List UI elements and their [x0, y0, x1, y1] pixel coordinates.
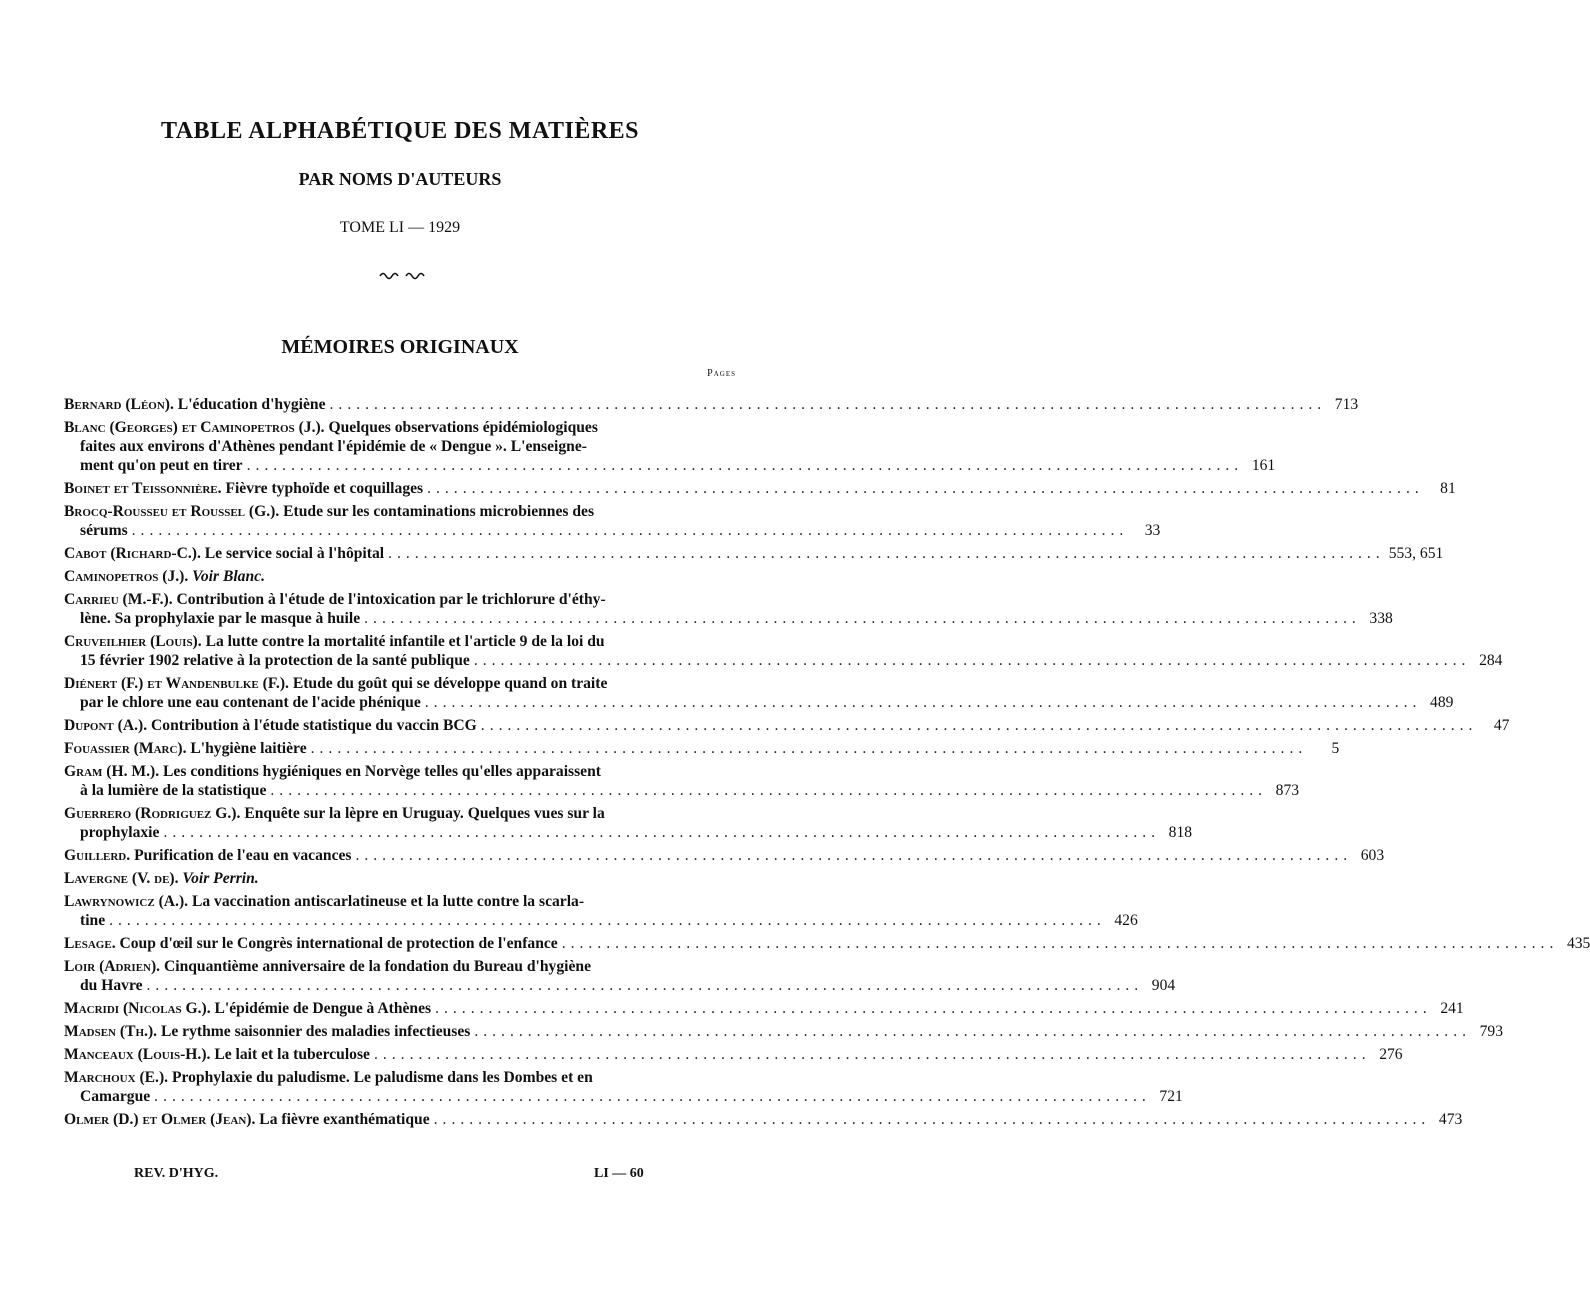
entry-author: Lawrynowicz (A.). — [64, 893, 189, 910]
entry-line — [64, 1110, 1463, 1129]
entry-line — [64, 869, 736, 888]
leader-dots — [355, 846, 1352, 865]
leader-dots — [388, 544, 1385, 563]
leader-dots — [311, 739, 1308, 758]
entry-title: à la lumière de la statistique — [80, 782, 267, 799]
index-entry — [64, 590, 1393, 628]
entry-title: Voir Blanc. — [192, 568, 265, 585]
entry-title: La vaccination antiscarlatineuse et la lutte contre la scarla- — [191, 893, 585, 910]
entry-title: La fièvre exanthématique — [259, 1111, 430, 1128]
page-title: TABLE ALPHABÉTIQUE DES MATIÈRES — [160, 118, 640, 144]
entry-title: L'éducation d'hygiène — [177, 396, 326, 413]
entry-line — [64, 1087, 1183, 1106]
entry-author: Marchoux (E.). — [64, 1069, 169, 1086]
entry-line — [64, 781, 1300, 800]
leader-dots — [374, 1045, 1371, 1064]
entry-page: 713 — [1334, 396, 1359, 413]
index-entry — [64, 999, 1464, 1018]
entry-line — [64, 739, 1340, 758]
entry-line — [64, 716, 1510, 735]
entry-page: 904 — [1151, 977, 1176, 994]
entry-line — [64, 674, 736, 693]
entry-author: Macridi (Nicolas G.). — [64, 1000, 211, 1017]
section-heading: MÉMOIRES ORIGINAUX — [281, 336, 519, 358]
index-entry — [64, 716, 1510, 735]
index-entry — [64, 739, 1340, 758]
entry-title: prophylaxie — [80, 824, 160, 841]
leader-dots — [247, 456, 1244, 475]
index-entries-list — [64, 395, 1590, 1133]
entry-line — [64, 762, 736, 781]
entry-page: 5 — [1331, 740, 1340, 757]
leader-dots — [434, 1110, 1431, 1129]
volume-label: TOME LI — 1929 — [339, 219, 461, 236]
entry-line — [64, 957, 736, 976]
entry-author: Fouassier (Marc). — [64, 740, 187, 757]
index-entry — [64, 869, 736, 888]
index-entry — [64, 418, 1276, 475]
entry-author: Loir (Adrien). — [64, 958, 161, 975]
entry-author: Guerrero (Rodriguez G.). — [64, 805, 241, 822]
index-entry — [64, 567, 736, 586]
entry-page: 276 — [1379, 1046, 1403, 1063]
entry-author: Cruveilhier (Louis). — [64, 633, 202, 650]
pages-column-header: Pages — [707, 368, 736, 379]
leader-dots — [427, 479, 1424, 498]
leader-dots — [435, 999, 1432, 1018]
entry-title: tine — [80, 912, 106, 929]
entry-page: 241 — [1440, 1000, 1464, 1017]
entry-title: L'épidémie de Dengue à Athènes — [214, 1000, 432, 1017]
entry-title: lène. Sa prophylaxie par le masque à huile — [80, 610, 361, 627]
entry-page: 793 — [1479, 1023, 1503, 1040]
entry-page: 553, 651 — [1388, 545, 1444, 562]
entry-line — [64, 804, 736, 823]
entry-line — [64, 823, 1193, 842]
entry-author: Caminopetros (J.). — [64, 568, 189, 585]
entry-line — [64, 999, 1464, 1018]
index-entry — [64, 1045, 1403, 1064]
index-entry — [64, 1110, 1463, 1129]
index-entry — [64, 934, 1590, 953]
entry-author: Bernard (Léon). — [64, 396, 174, 413]
index-entry — [64, 1022, 1503, 1041]
entry-title: Le lait et la tuberculose — [214, 1046, 370, 1063]
entry-author: Diénert (F.) et Wandenbulke (F.). — [64, 675, 289, 692]
entry-author: Cabot (Richard-C.). — [64, 545, 201, 562]
entry-title: ment qu'on peut en tirer — [80, 457, 243, 474]
index-entry — [64, 1068, 1183, 1106]
footer-page-number: LI — 60 — [594, 1166, 644, 1181]
entry-page: 33 — [1144, 522, 1161, 539]
entry-author: Olmer (D.) et Olmer (Jean). — [64, 1111, 256, 1128]
entry-title: La lutte contre la mortalité infantile et l'article 9 de la loi du — [205, 633, 605, 650]
entry-line — [64, 609, 1393, 628]
entry-title: Le service social à l'hôpital — [204, 545, 385, 562]
index-entry — [64, 762, 1300, 800]
entry-line — [64, 892, 736, 911]
leader-dots — [562, 934, 1559, 953]
entry-line — [64, 934, 1590, 953]
entry-author: Boinet et Teissonnière. — [64, 480, 222, 497]
entry-author: Dupont (A.). — [64, 717, 148, 734]
entry-line — [64, 911, 1138, 930]
index-entry — [64, 674, 1454, 712]
entry-title: Quelques observations épidémiologiques — [328, 419, 598, 436]
entry-line — [64, 395, 1359, 414]
entry-title: faites aux environs d'Athènes pendant l'épidémie de « Dengue ». L'enseigne- — [80, 438, 587, 455]
leader-dots — [154, 1087, 1151, 1106]
entry-author: Lavergne (V. de). — [64, 870, 179, 887]
entry-page: 47 — [1493, 717, 1510, 734]
entry-line — [64, 521, 1161, 540]
entry-title: Etude du goût qui se développe quand on traite — [292, 675, 608, 692]
entry-title: Fièvre typhoïde et coquillages — [225, 480, 424, 497]
entry-title: Cinquantième anniversaire de la fondation du Bureau d'hygiène — [163, 958, 592, 975]
entry-author: Carrieu (M.-F.). — [64, 591, 173, 608]
leader-dots — [330, 395, 1327, 414]
leader-dots — [481, 716, 1478, 735]
entry-author: Gram (H. M.). — [64, 763, 160, 780]
index-entry — [64, 957, 1176, 995]
entry-author: Lesage. — [64, 935, 116, 952]
entry-title: Le rythme saisonnier des maladies infectieuses — [160, 1023, 471, 1040]
entry-page: 81 — [1440, 480, 1456, 497]
entry-line — [64, 632, 736, 651]
entry-page: 489 — [1430, 694, 1454, 711]
entry-line — [64, 502, 736, 521]
entry-title: Voir Perrin. — [182, 870, 259, 887]
index-entry — [64, 632, 1503, 670]
entry-line — [64, 456, 1276, 475]
page-subtitle: PAR NOMS D'AUTEURS — [298, 169, 502, 189]
entry-title: Purification de l'eau en vacances — [134, 847, 352, 864]
index-entry — [64, 846, 1385, 865]
entry-line — [64, 1068, 736, 1087]
entry-title: 15 février 1902 relative à la protection de la santé publique — [80, 652, 470, 669]
entry-line — [64, 1045, 1403, 1064]
entry-title: Prophylaxie du paludisme. Le paludisme dans les Dombes et en — [171, 1069, 593, 1086]
entry-title: du Havre — [80, 977, 143, 994]
entry-line — [64, 567, 736, 586]
leader-dots — [474, 651, 1471, 670]
entry-line — [64, 479, 1456, 498]
entry-line — [64, 1022, 1503, 1041]
index-entry — [64, 804, 1193, 842]
entry-title: sérums — [80, 522, 128, 539]
entry-author: Manceaux (Louis-H.). — [64, 1046, 211, 1063]
entry-page: 873 — [1275, 782, 1300, 799]
entry-author: Blanc (Georges) et Caminopetros (J.). — [64, 419, 325, 436]
entry-line — [64, 544, 1444, 563]
footer-journal: REV. D'HYG. — [134, 1166, 219, 1181]
entry-title: Etude sur les contaminations microbiennes des — [283, 503, 595, 520]
leader-dots — [364, 609, 1361, 628]
entry-line — [64, 693, 1454, 712]
entry-title: Camargue — [80, 1088, 151, 1105]
index-entry — [64, 544, 1444, 563]
entry-page: 284 — [1479, 652, 1503, 669]
entry-title: Enquête sur la lèpre en Uruguay. Quelques vues sur la — [244, 805, 605, 822]
entry-line — [64, 846, 1385, 865]
entry-title: L'hygiène laitière — [190, 740, 307, 757]
leader-dots — [425, 693, 1422, 712]
leader-dots — [163, 823, 1160, 842]
index-entry — [64, 395, 1359, 414]
entry-title: par le chlore une eau contenant de l'acide phénique — [80, 694, 421, 711]
leader-dots — [109, 911, 1106, 930]
entry-line — [64, 976, 1176, 995]
leader-dots — [474, 1022, 1471, 1041]
entry-line — [64, 590, 736, 609]
entry-title: Les conditions hygiéniques en Norvège telles qu'elles apparaissent — [163, 763, 601, 780]
entry-line — [64, 418, 736, 437]
entry-line — [64, 651, 1503, 670]
index-entry — [64, 479, 1456, 498]
entry-author: Brocq-Rousseu et Roussel (G.). — [64, 503, 280, 520]
entry-line — [64, 437, 736, 456]
leader-dots — [132, 521, 1129, 540]
entry-title: Contribution à l'étude de l'intoxication par le trichlorure d'éthy- — [176, 591, 606, 608]
entry-page: 818 — [1168, 824, 1193, 841]
entry-title: Coup d'œil sur le Congrès international de protection de l'enfance — [119, 935, 558, 952]
ornament-icon — [378, 270, 428, 282]
leader-dots — [147, 976, 1144, 995]
leader-dots — [270, 781, 1267, 800]
entry-page: 426 — [1114, 912, 1138, 929]
entry-page: 161 — [1251, 457, 1276, 474]
index-entry — [64, 892, 1138, 930]
index-entry — [64, 502, 1161, 540]
entry-page: 435 — [1566, 935, 1590, 952]
entry-page: 721 — [1159, 1088, 1183, 1105]
entry-page: 603 — [1360, 847, 1385, 864]
entry-title: Contribution à l'étude statistique du vaccin BCG — [151, 717, 477, 734]
entry-author: Madsen (Th.). — [64, 1023, 158, 1040]
entry-author: Guillerd. — [64, 847, 131, 864]
entry-page: 338 — [1369, 610, 1393, 627]
entry-page: 473 — [1438, 1111, 1463, 1128]
